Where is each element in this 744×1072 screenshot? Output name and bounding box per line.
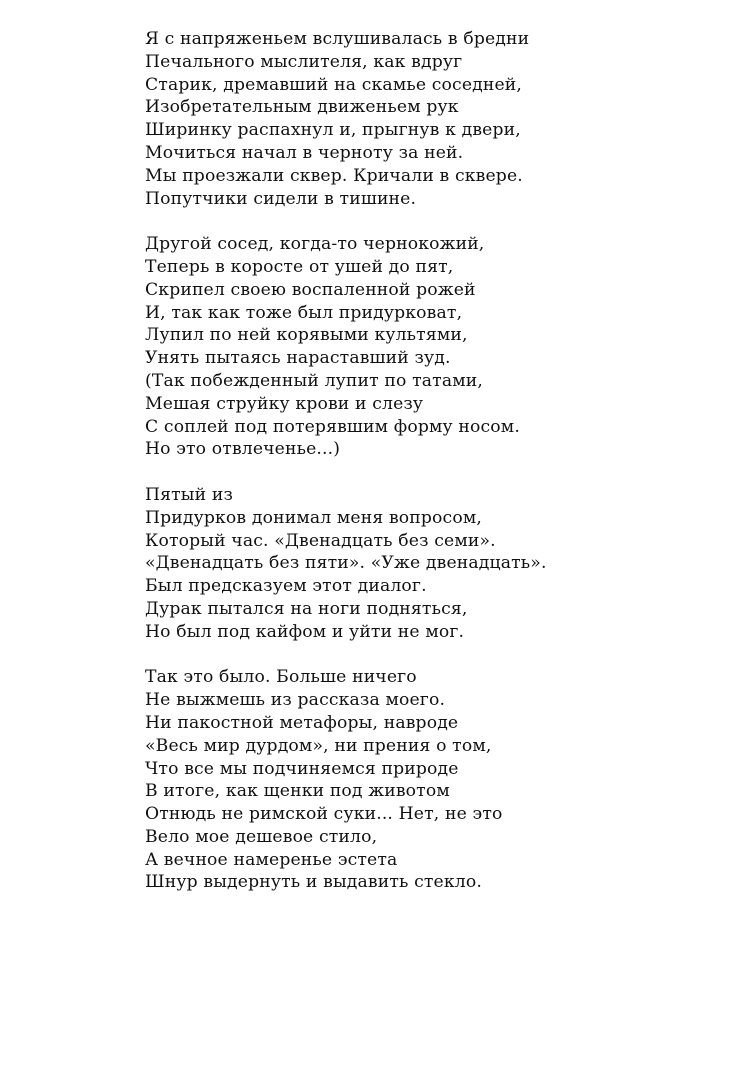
poem-line: Лупил по ней корявыми культями, xyxy=(145,325,468,346)
poem-line: Печального мыслителя, как вдруг xyxy=(145,51,463,72)
poem-line: (Так побежденный лупит по татами, xyxy=(145,370,483,391)
poem-line: И, так как тоже был придурковат, xyxy=(145,302,463,323)
poem-line: Скрипел своею воспаленной рожей xyxy=(145,279,476,300)
poem-line: Пятый из xyxy=(145,484,233,505)
poem-line: Я с напряженьем вслушивалась в бредни xyxy=(145,29,530,49)
stanza-2 xyxy=(145,233,735,461)
poem-line: Был предсказуем этот диалог. xyxy=(145,576,427,597)
stanza-4 xyxy=(145,666,735,894)
poem-line: Который час. «Двенадцать без семи». xyxy=(145,530,496,551)
poem-line: Так это было. Больше ничего xyxy=(145,667,417,688)
poem-line: Но был под кайфом и уйти не мог. xyxy=(145,621,465,642)
stanza-1 xyxy=(145,28,735,210)
poem-line: А вечное намеренье эстета xyxy=(145,849,398,870)
poem-line: Но это отвлеченье...) xyxy=(145,439,341,460)
poem-line: «Двенадцать без пяти». «Уже двенадцать». xyxy=(145,553,547,574)
poem-line: Попутчики сидели в тишине. xyxy=(145,188,417,209)
poem-line: Унять пытаясь нараставший зуд. xyxy=(145,348,451,369)
poem-line: Изобретательным движеньем рук xyxy=(145,97,459,118)
poem-line: Мочиться начал в черноту за ней. xyxy=(145,142,464,163)
poem-line: Ни пакостной метафоры, навроде xyxy=(145,712,459,733)
poem-line: Придурков донимал меня вопросом, xyxy=(145,507,482,528)
poem-line: Ширинку распахнул и, прыгнув к двери, xyxy=(145,120,521,141)
poem-line: Отнюдь не римской суки... Нет, не это xyxy=(145,804,503,825)
poem-line: Дурак пытался на ноги подняться, xyxy=(145,598,468,619)
poem-line: Теперь в коросте от ушей до пят, xyxy=(145,256,454,277)
poem-line: Что все мы подчиняемся природе xyxy=(145,758,459,779)
poem-text xyxy=(145,28,735,917)
poem-line: Мы проезжали сквер. Кричали в сквере. xyxy=(145,165,523,186)
poem-line: В итоге, как щенки под животом xyxy=(145,781,450,802)
poem-line: Вело мое дешевое стило, xyxy=(145,826,378,847)
poem-line: Другой сосед, когда-то чернокожий, xyxy=(145,234,485,255)
poem-line: С соплей под потерявшим форму носом. xyxy=(145,416,520,437)
poem-line: Шнур выдернуть и выдавить стекло. xyxy=(145,872,482,893)
poem-line: Старик, дремавший на скамье соседней, xyxy=(145,74,523,95)
poem-line: Мешая струйку крови и слезу xyxy=(145,393,424,414)
stanza-3 xyxy=(145,484,735,644)
poem-line: Не выжмешь из рассказа моего. xyxy=(145,690,446,711)
poem-line: «Весь мир дурдом», ни прения о том, xyxy=(145,735,492,756)
